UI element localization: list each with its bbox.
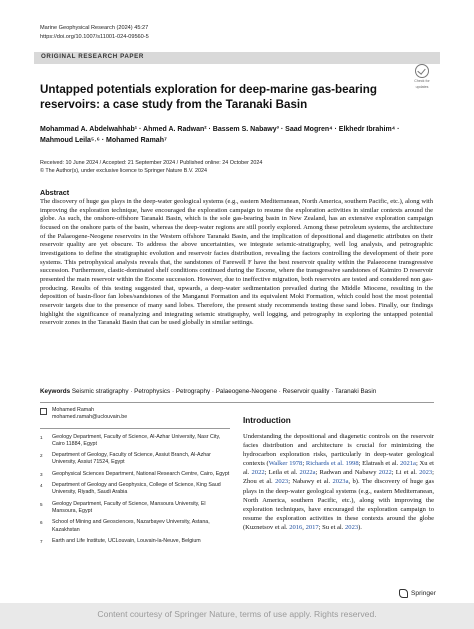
affiliation-divider (40, 428, 230, 429)
affiliation-item: 5 Geology Department, Faculty of Science, Mansoura University, El Mansoura, Egypt (40, 500, 206, 514)
courtesy-footer: Content courtesy of Springer Nature, terms of use apply. Rights reserved. (97, 609, 377, 619)
corresponding-author-email[interactable]: mohamed.ramah@uclouvain.be (52, 414, 128, 421)
check-updates-line1: Check for (414, 79, 430, 83)
citation-link[interactable]: 2022a (299, 469, 316, 477)
check-updates-icon (415, 64, 429, 78)
affiliation-item: 6 School of Mining and Geosciences, Nazarbayev University, Astana, Kazakhstan (40, 519, 210, 533)
citation-link[interactable]: 2022 (378, 469, 392, 477)
author-list (40, 124, 440, 146)
affiliation-item: 3 Geophysical Sciences Department, National Research Centre, Cairo, Egypt (40, 470, 230, 477)
article-type-banner (34, 52, 440, 64)
affiliation-item: 2 Department of Geology, Faculty of Science, Assiut Branch, Al-Azhar University, Assiut 71524, Egypt (40, 452, 211, 466)
history-dates: Received: 10 June 2024 / Accepted: 21 September 2024 / Published online: 24 October 2024 (40, 160, 263, 166)
abstract-heading: Abstract (40, 188, 70, 197)
citation-link[interactable]: Walker 1978 (268, 460, 303, 468)
doi-link[interactable]: https://doi.org/10.1007/s11001-024-09560-5 (40, 33, 149, 40)
publisher-logo (399, 589, 436, 598)
mail-icon (40, 408, 47, 415)
abstract-text: The discovery of huge gas plays in the deep-water geological systems (e.g., eastern Mediterranean, North America, southern Pacific, etc.), along with improving the exploration technique, have encouraged the exploration campaign to resume the exploration activities in similar contexts around the globe. As such, the onshore-offshore Taranaki Basin, which is the sole gas-bearing basin in New Zealand, has an extensive exploration campaign focused on the onshore parts of the basin, whereas the deep-water regions are still poorly explored. Among these petroleum systems, the architecture of the Palaeogene-Neogene reservoirs in the Western offshore Taranaki Basin, and the implication of depositional and diagenetic attributes on their reservoir quality are yet obscure. To address the above uncertainties, we integrate seismic-stratigraphy, well log analysis, and petrographic investigations to define the stratigraphic evolution and reservoir facies distribution, revealing the factors controlling the development of their pore systems. This petrophysical analysis reveals that, the sandstones of Farewell F have the best reservoir quality within the Palaeocene transgressive succession. Furthermore, clastic-dominated shelf conditions continued during the Eocene, where the transgressive sandstones of Kaimiro D reservoir presented the main reservoir within the Eocene succession. However, due to ineffective migration, both reservoirs are tested and considered non gas-producing. Results of this testing suggested that, upwards, a deep-water sedimentation prevailed during the Middle Miocene, resulting in the deposition of basin-floor fan lobes/sandstones of the Manganui Formation and its equivalent Moki Formation, which could host the most potential reservoir targets due to the presence of many sand lobes. Therefore, the present study recommends testing these sand lobes. Finally, our findings highlight the significance of reanalyzing and integrating seismic stratigraphy, well logging, and petrography in exploring the untapped potential reservoir zones in the Taranaki Basin that can be used globally in similar settings. (40, 198, 433, 327)
affiliation-item: 7 Earth and Life Institute, UCLouvain, Louvain-la-Neuve, Belgium (40, 537, 201, 544)
introduction-heading: Introduction (243, 416, 291, 425)
citation-link[interactable]: 2016 (289, 523, 303, 531)
copyright-notice: © The Author(s), under exclusive licence to Springer Nature B.V. 2024 (40, 168, 207, 175)
journal-header (40, 24, 149, 41)
article-title: Untapped potentials exploration for deep-marine gas-bearing reservoirs: a case study from the Taranaki Basin (40, 83, 377, 111)
citation-link[interactable]: 2022 (251, 469, 265, 477)
authors-line-1: Mohammad A. Abdelwahhab¹ · Ahmed A. Radwan² · Bassem S. Nabawy³ · Saad Mogren⁴ · Elkhedr Ibrahim⁴ · (40, 126, 400, 133)
affiliation-item: 1 Geology Department, Faculty of Science, Al-Azhar University, Nasr City, Cairo 11884, Egypt (40, 433, 221, 447)
article-type-label: ORIGINAL RESEARCH PAPER (41, 53, 144, 60)
corresponding-author-name: Mohamed Ramah (52, 407, 95, 413)
citation-link[interactable]: Richards et al. 1998 (305, 460, 359, 468)
publisher-name: Springer (411, 590, 436, 597)
authors-line-2: Mahmoud Leila⁵˒⁶ · Mohamed Ramah⁷ (40, 137, 167, 144)
citation-link[interactable]: 2023a (332, 478, 349, 486)
author-info-column (40, 407, 230, 549)
introduction-text: Understanding the depositional and diagenetic controls on the reservoir facies distribution and architecture is crucial for minimizing the hydrocarbon exploration risks, particularly in deep-water geological contexts (Walker 1978; Richards et al. 1998; Elatrash et al. 2021a; Xu et al. 2022; Leila et al. 2022a; Radwan and Nabawy 2022; Li et al. 2023; Zhou et al. 2023; Nabawy et al. 2023a, b). The discovery of huge gas plays in the deep-water geological systems (e.g., eastern Mediterranean, North America, southern Pacific, etc.), along with improving the exploration techniques, have encouraged the exploration campaign to resume the exploration activities in these contexts around the globe (Kuznetsov et al. 2016, 2017; Su et al. 2023). (243, 433, 434, 531)
correspondence-block (40, 407, 230, 422)
citation-link[interactable]: 2023 (275, 478, 289, 486)
citation-link[interactable]: 2017 (305, 523, 319, 531)
citation-link[interactable]: 2023 (419, 469, 433, 477)
publication-dates (40, 159, 440, 176)
keywords-list: Seismic stratigraphy · Petrophysics · Petrography · Palaeogene-Neogene · Reservoir quality · Taranaki Basin (71, 388, 377, 395)
springer-horse-icon (399, 589, 408, 598)
keywords (40, 388, 440, 395)
check-updates-line2: updates (415, 84, 429, 89)
citation-link[interactable]: 2021a (399, 460, 416, 468)
keywords-label: Keywords (40, 388, 71, 395)
journal-citation: Marine Geophysical Research (2024) 45:27 (40, 25, 149, 31)
citation-link[interactable]: 2023 (345, 523, 359, 531)
section-divider (40, 402, 434, 403)
affiliation-item: 4 Department of Geology and Geophysics, College of Science, King Saud University, Riyadh, Saudi Arabia (40, 482, 221, 496)
